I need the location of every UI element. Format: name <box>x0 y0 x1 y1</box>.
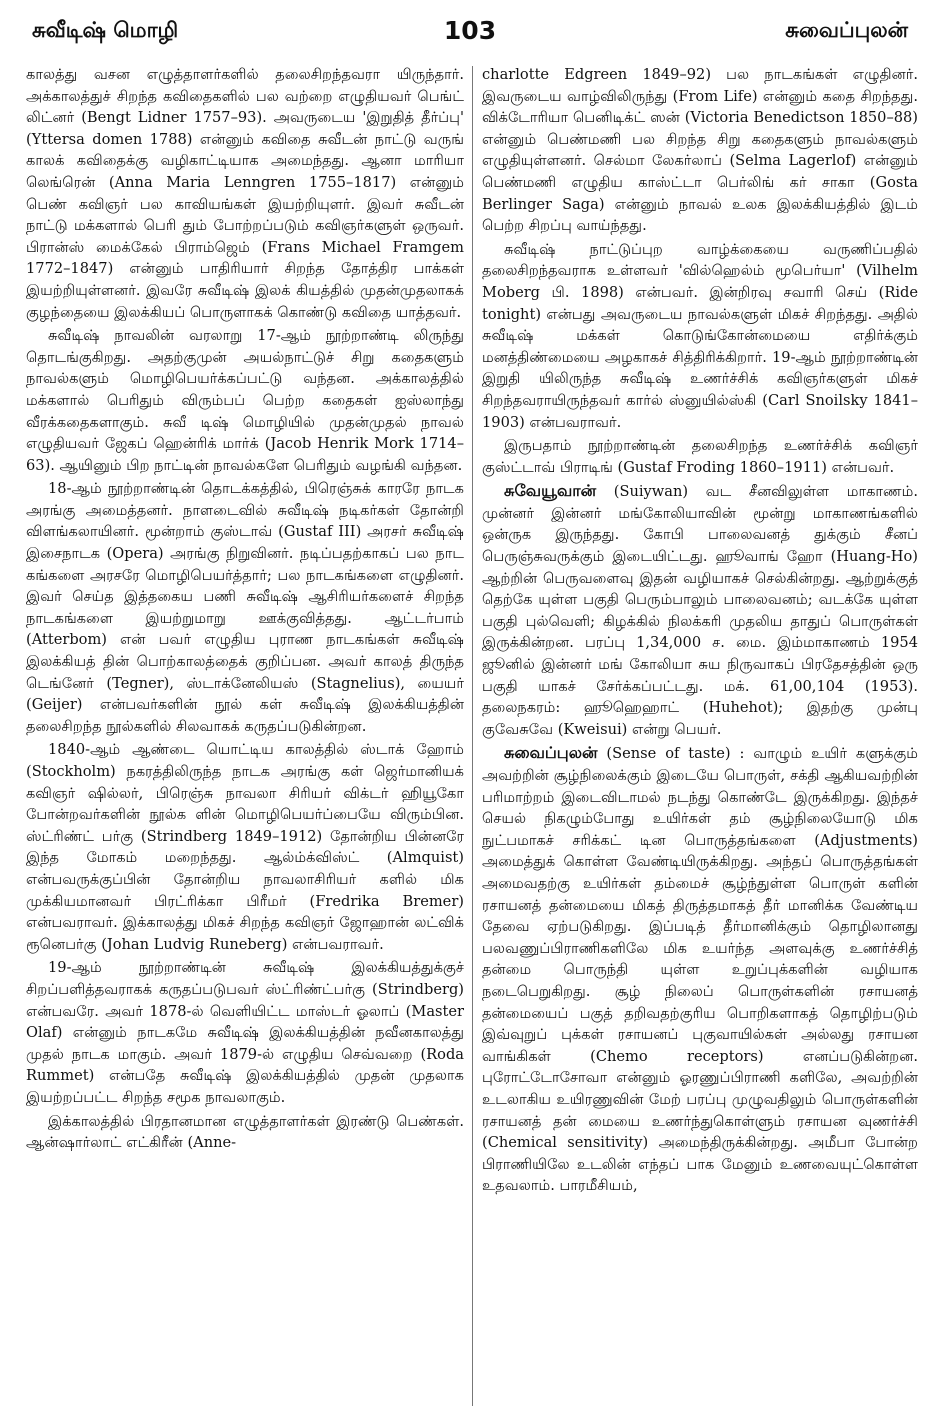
entry-body: (Suiywan) வட சீனவிலுள்ள மாகாணம். முன்னர் இன்னர் மங்கோலியாவின் மூன்று மாகாணங்களில் ஒன்ருக இருந்தது. கோபி பாலைவனத் துக்கும் சீனப் பெருஞ்சுவருக்கும் இடையிட்டது. ஹூவாங் ஹோ (Huang-Ho) ஆற்றின் பெருவளைவு இதன் வழியாகச் செல்கின்றது. ஆற்றுக்குத் தெற்கே யுள்ள பகுதி பெரும்பாலும் பாலைவனம்; வடக்கே யுள்ள பகுதி புல்வெளி; கிழக்கில் நிலக்கரி முதலிய தாதுப் பொருள்கள் இருக்கின்றன. பரப்பு 1,34,000 ச. மை. இம்மாகாணம் 1954 ஜூனில் இன்னர் மங் கோலியா சுய நிருவாகப் பிரதேசத்தின் ஒரு பகுதி யாகச் சேர்க்கப்பட்டது. மக். 61,00,104 (1953). தலைநகரம்: ஹூஹெஹாட் (Huhehot); இதற்கு முன்பு குவேசுவே (Kweisui) என்று பெயர். <box>482 483 918 738</box>
paragraph: 19-ஆம் நூற்றாண்டின் சுவீடிஷ் இலக்கியத்துக்குச் சிறப்பளித்தவராகக் கருதப்படுபவர் ஸ்ட்ரிண்ட்பர்கு (Strindberg) என்பவரே. அவர் 1878-ல் வெளியிட்ட மாஸ்டர் ஓலாப் (Master Olaf) என்னும் நாடகமே சுவீடிஷ் இலக்கியத்தின் நவீனகாலத்து முதல் நாடக மாகும். அவர் 1879-ல் எழுதிய செவ்வறை (Roda Rummet) என்பதே சுவீடிஷ் இலக்கியத்தில் முதன் முதலாக இயற்றப்பட்ட சிறந்த சமூக நாவலாகும். <box>26 959 464 1106</box>
paragraph: காலத்து வசன எழுத்தாளர்களில் தலைசிறந்தவரா யிருந்தார். அக்காலத்துச் சிறந்த கவிதைகளில் பல வற்றை எழுதியவர் பெங்ட் லிட்னர் (Bengt Lidner 1757–93). அவருடைய 'இறுதித் தீர்ப்பு' (Yttersa domen 1788) என்னும் கவிதை சுவீடன் நாட்டு வருங் காலக் கவிதைக்கு வழிகாட்டியாக அமைந்தது. ஆனா மாரியா லெங்ரென் (Anna Maria Lenngren 1755–1817) என்னும் பெண் கவிஞர் பல காவியங்கள் இயற்றியுளர். இவர் சுவீடன் நாட்டு மக்களால் பெரி தும் போற்றப்படும் கவிஞர்களுள் ஒருவர். பிரான்ஸ் மைக்கேல் பிராம்ஜெம் (Frans Michael Framgem 1772–1847) என்னும் பாதிரியார் சிறந்த தோத்திர பாக்கள் இயற்றியுள்ளனர். இவரே சுவீடிஷ் இலக் கியத்தில் முதன்முதலாகக் குழந்தையை இலக்கியப் பொருளாகக் கொண்டு கவிதை யாத்தவர். <box>26 66 464 321</box>
page-header <box>0 0 940 62</box>
paragraph: 1840-ஆம் ஆண்டை யொட்டிய காலத்தில் ஸ்டாக் ஹோம் (Stockholm) நகரத்திலிருந்த நாடக அரங்கு கள் ஜெர்மானியக் கவிஞர் ஷில்லர், பிரெஞ்சு நாவலா சிரியர் விக்டர் ஹியூகோ போன்றவர்களின் நூல்க ளின் மொழிபெயர்ப்பையே விரும்பின. ஸ்ட்ரிண்ட் பர்கு (Strindberg 1849–1912) தோன்றிய பின்னரே இந்த மோகம் மறைந்தது. ஆல்ம்க்விஸ்ட் (Almquist) என்பவருக்குப்பின் தோன்றிய நாவலாசிரியர் களில் மிக முக்கியமானவர் பிரட்ரிக்கா பிரீமர் (Fredrika Bremer) என்பவராவர். இக்காலத்து மிகச் சிறந்த கவிஞர் ஜோஹான் லட்விக் ரூனெபர்கு (Johan Ludvig Runeberg) என்பவராவர். <box>26 741 464 953</box>
running-head-right: சுவைப்புலன் <box>785 18 908 42</box>
page-number: 103 <box>443 16 497 45</box>
running-head-left: சுவீடிஷ் மொழி <box>32 18 179 42</box>
entry-suiywan <box>482 480 918 740</box>
right-column <box>482 64 918 1414</box>
paragraph: சுவீடிஷ் நாட்டுப்புற வாழ்க்கையை வருணிப்பதில் தலைசிறந்தவராக உள்ளவர் 'வில்ஹெல்ம் மூபெர்யா' (Vilhelm Moberg பி. 1898) என்பவர். இன்றிரவு சவாரி செய் (Ride tonight) என்பது அவருடைய நாவல்களுள் மிகச் சிறந்தது. அதில் சுவீடிஷ் மக்கள் கொடுங்கோன்மையை எதிர்க்கும் மனத்திண்மையை அழகாகச் சித்திரிக்கிறார். 19-ஆம் நூற்றாண்டின் இறுதி யிலிருந்த சுவீடிஷ் உணர்ச்சிக் கவிஞர்களுள் மிகச் சிறந்தவராயிருந்தவர் கார்ல் ஸ்னுயில்ஸ்கி (Carl Snoilsky 1841–1903) என்பவராவர். <box>482 240 918 431</box>
entry-sense-of-taste <box>482 742 918 1196</box>
left-column <box>26 64 464 1414</box>
paragraph: 18-ஆம் நூற்றாண்டின் தொடக்கத்தில், பிரெஞ்சுக் காரரே நாடக அரங்கு அமைத்தனர். நாளடைவில் சுவீடிஷ் நடிகர்கள் தோன்றி விளங்கலாயினர். மூன்றாம் குஸ்டாவ் (Gustaf III) அரசர் சுவீடிஷ் இசைநாடக (Opera) அரங்கு நிறுவினர். நடிப்பதற்காகப் பல நாட கங்களை அரசரே மொழிபெயர்த்தார்; பல நாடகங்களை எழுதினர். இவர் செய்த இத்தகைய பணி சுவீடிஷ் ஆசிரியர்களைச் சிறந்த நாடகங்களை இயற்றுமாறு ஊக்குவித்தது. ஆட்டர்பாம் (Atterbom) என் பவர் எழுதிய புராண நாடகங்கள் சுவீடிஷ் இலக்கியத் தின் பொற்காலத்தைக் குறிப்பன. அவர் காலத் திருந்த டெங்னேர் (Tegner), ஸ்டாக்னேலியஸ் (Stagnelius), யையர் (Geijer) என்பவர்களின் நூல் கள் சுவீடிஷ் இலக்கியத்தின் தலைசிறந்த நூல்களில் சிலவாகக் கருதப்படுகின்றன. <box>26 480 464 735</box>
entry-body: (Sense of taste) : வாழும் உயிர் களுக்கும் அவற்றின் சூழ்நிலைக்கும் இடையே பொருள், சக்தி ஆகியவற்றின் பரிமாற்றம் இடைவிடாமல் நடந்து கொண்டே இருக்கிறது. இந்தச் செயல் நிகழும்போது உயிர்கள் தம் சூழ்நிலையோடு மிக நுட்பமாகச் சரிக்கட் டின பொருத்தங்களை (Adjustments) அமைத்துக் கொள்ள வேண்டியிருக்கிறது. அந்தப் பொருத்தங்கள் அமைவதற்கு உயிர்கள் தம்மைச் சூழ்ந்துள்ள பொருள் களின் ரசாயனத் தன்மையை மிகத் திருத்தமாகத் தீர் மானிக்க வேண்டிய தேவை ஏற்படுகிறது. இப்படித் தீர்மானிக்கும் தொழிலானது பலவணுப்பிராணிகளிலே மிக உயர்ந்த அளவுக்கு உணர்ச்சித் தன்மை பொருந்தி யுள்ள உறுப்புக்களின் வழியாக நடைபெறுகிறது. சூழ் நிலைப் பொருள்களின் ரசாயனத் தன்மையைப் பகுத் தறிவதற்குரிய பொறிகளாகத் தொழிற்படும் இவ்வுறுப் புக்கள் ரசாயனப் புகுவாயில்கள் அல்லது ரசாயன வாங்கிகள் (Chemo receptors) எனப்படுகின்றன. புரோட்டோசோவா என்னும் ஓரணுப்பிராணி களிலே, அவற்றின் உடலாகிய உயிரணுவின் மேற் பரப்பு முழுவதிலும் பொருள்களின் ரசாயனத் தன் மையை உணர்ந்துகொள்ளும் ரசாயன வுணர்ச்சி (Chemical sensitivity) அமைந்திருக்கின்றது. அமீபா போன்ற பிராணியிலே உடலின் எந்தப் பாக மேனும் உணவையுட்கொள்ள உதவலாம். பாரமீசியம், <box>482 745 918 1195</box>
column-divider <box>472 66 473 1406</box>
entry-headword: சுவேயூவான் <box>504 481 597 501</box>
paragraph: charlotte Edgreen 1849–92) பல நாடகங்கள் எழுதினர். இவருடைய வாழ்விலிருந்து (From Life) என்னும் கதை சிறந்தது. விக்டோரியா பெனிடிக்ட் ஸன் (Victoria Benedictson 1850–88) என்னும் பெண்மணி பல சிறந்த சிறு கதைகளும் நாவல்களும் எழுதியுள்ளனர். செல்மா லேகர்லாப் (Selma Lagerlof) என்னும் பெண்மணி எழுதிய காஸ்ட்டா பெர்லிங் கர் சாகா (Gosta Berlinger Saga) என்னும் நாவல் உலக இலக்கியத்தில் இடம் பெற்ற சிறப்பு வாய்ந்தது. <box>482 66 918 235</box>
paragraph: இக்காலத்தில் பிரதானமான எழுத்தாளர்கள் இரண்டு பெண்கள். ஆன்ஷார்லாட் எட்கிரீன் (Anne- <box>26 1112 464 1152</box>
paragraph: இருபதாம் நூற்றாண்டின் தலைசிறந்த உணர்ச்சிக் கவிஞர் குஸ்ட்டாவ் பிராடிங் (Gustaf Froding 1860–1911) என்பவர். <box>482 437 918 476</box>
entry-headword: சுவைப்புலன் <box>504 743 598 763</box>
paragraph: சுவீடிஷ் நாவலின் வரலாறு 17-ஆம் நூற்றாண்டி லிருந்து தொடங்குகிறது. அதற்குமுன் அயல்நாட்டுச் சிறு கதைகளும் நாவல்களும் மொழிபெயர்க்கப்பட்டு வந்தன. அக்காலத்தில் மக்களால் பெரிதும் விரும்பப் பெற்ற கதைகள் ஐஸ்லாந்து வீரக்கதைகளாகும். சுவீ டிஷ் மொழியில் முதன்முதல் நாவல் எழுதியவர் ஜேகப் ஹென்ரிக் மார்க் (Jacob Henrik Mork 1714–63). ஆயினும் பிற நாட்டின் நாவல்களே பெரிதும் வழங்கி வந்தன. <box>26 327 464 474</box>
